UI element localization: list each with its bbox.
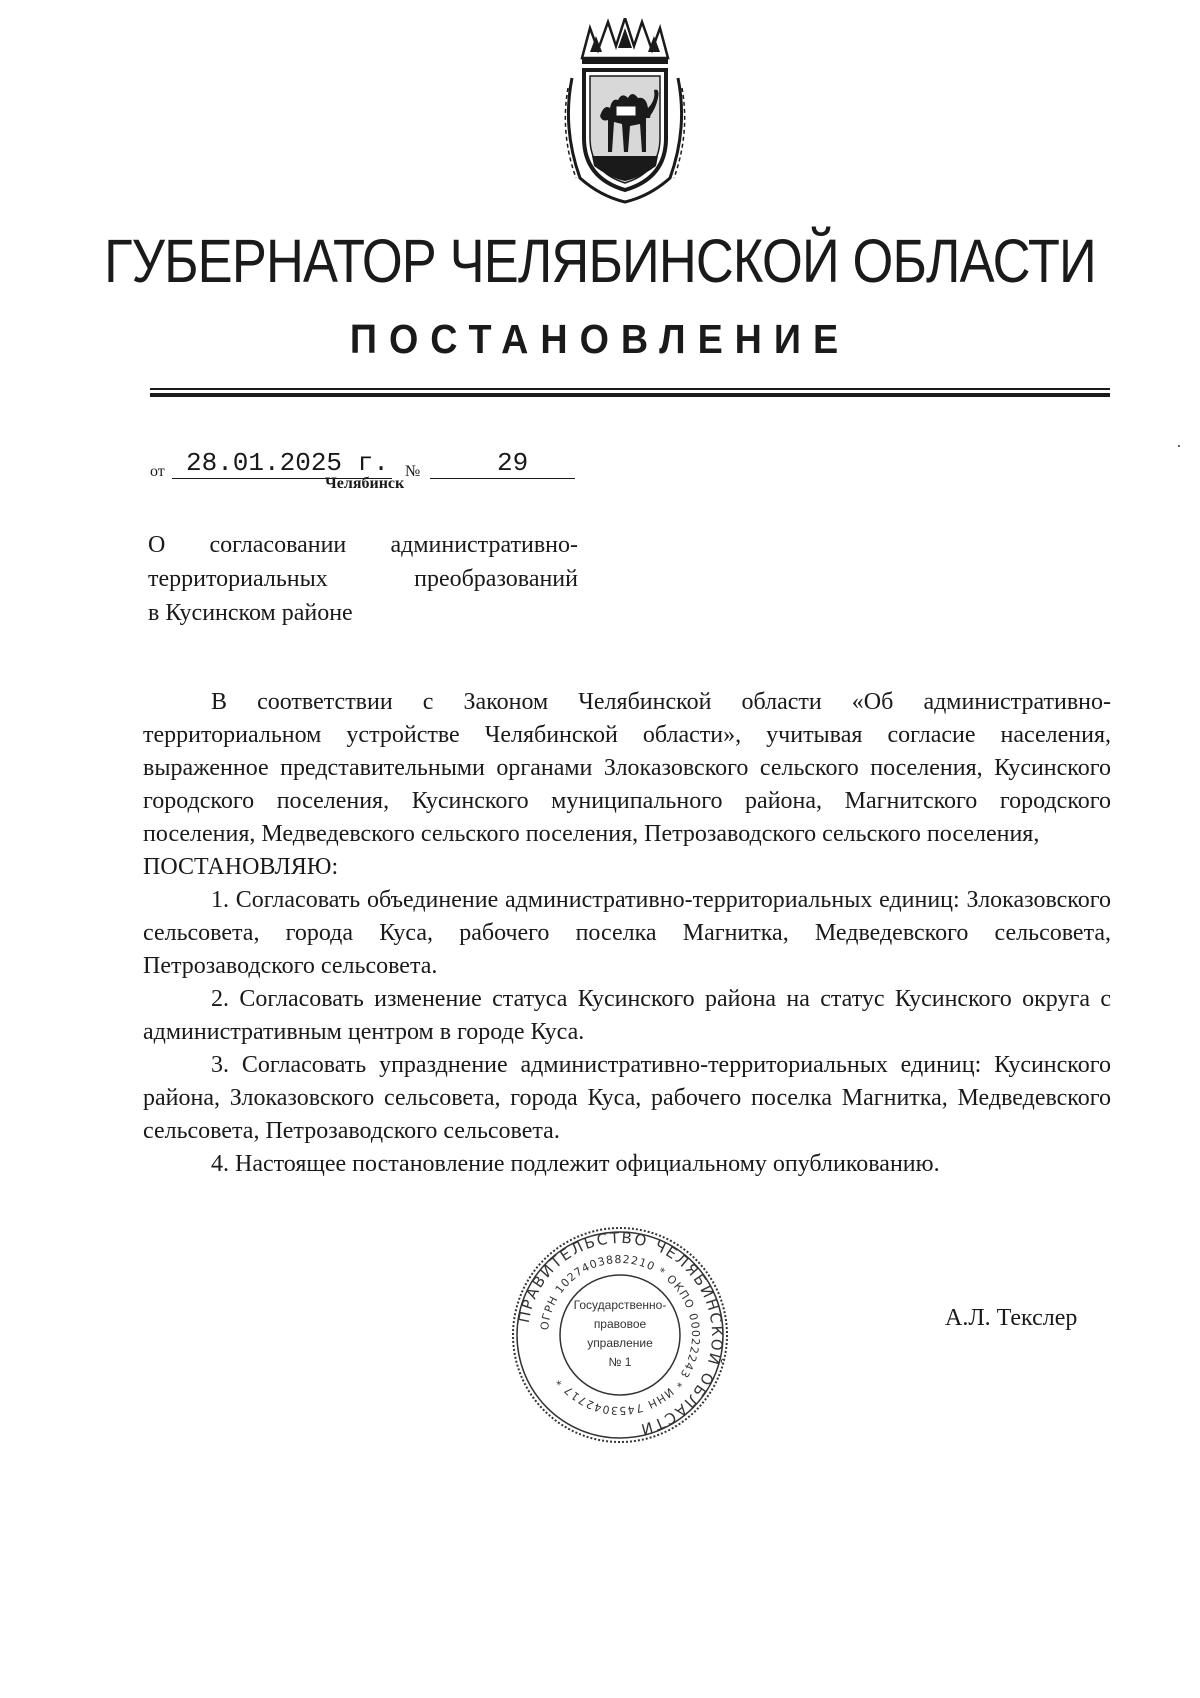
document-type: ПОСТАНОВЛЕНИЕ	[349, 316, 851, 362]
coat-of-arms-emblem	[560, 18, 690, 204]
seal-inner-text: ОГРН 1027403882210 * ОКПО 00022243 * ИНН 7453042717 *	[538, 1252, 703, 1418]
number-label: №	[405, 463, 421, 480]
seal-center-line: Государственно-	[573, 1298, 667, 1312]
header-rule-thin	[150, 388, 1110, 390]
seal-center-line: управление	[587, 1336, 653, 1350]
document-body	[143, 686, 1111, 1181]
subject-line: в Кусинском районе	[148, 600, 353, 626]
clause-paragraph: 1. Согласовать объединение административно-территориальных единиц: Злоказовского сельсовета, города Куса, рабочего поселка Магнитка, Медведевского сельсовета, Петрозаводского сельсовета.	[143, 887, 1111, 979]
official-seal-stamp	[510, 1225, 730, 1445]
header-rule-thick	[150, 393, 1110, 397]
date-prefix-label: от	[150, 463, 165, 480]
scan-speck	[1178, 445, 1180, 447]
clause-paragraph: 2. Согласовать изменение статуса Кусинского района на статус Кусинского округа с административным центром в городе Куса.	[143, 986, 1111, 1045]
signatory-name: А.Л. Текслер	[945, 1305, 1078, 1331]
seal-center-line: № 1	[608, 1355, 632, 1369]
document-city: Челябинск	[325, 475, 405, 492]
document-title: ГУБЕРНАТОР ЧЕЛЯБИНСКОЙ ОБЛАСТИ	[104, 227, 1096, 295]
number-underline	[430, 478, 575, 479]
subject-line: О согласовании административно-	[148, 532, 578, 558]
document-subject	[148, 528, 578, 630]
svg-text:ОГРН 1027403882210 * ОКПО 0002	[538, 1253, 702, 1417]
seal-outer-text: ПРАВИТЕЛЬСТВО ЧЕЛЯБИНСКОЙ ОБЛАСТИ	[514, 1228, 727, 1439]
clause-paragraph: 3. Согласовать упразднение административно-территориальных единиц: Кусинского района, Злоказовского сельсовета, города Куса, рабочего поселка Магнитка, Медведевского сельсовета, Петрозаводского сельсовета.	[143, 1052, 1111, 1144]
document-date: 28.01.2025 г.	[186, 448, 389, 478]
seal-center-line: правовое	[593, 1317, 647, 1331]
decree-word: ПОСТАНОВЛЯЮ:	[143, 854, 339, 880]
document-number: 29	[497, 448, 529, 478]
subject-line: территориальных преобразований	[148, 566, 578, 592]
preamble-paragraph: В соответствии с Законом Челябинской области «Об административно-территориальном устройстве Челябинской области», учитывая согласие населения, выраженное представительными органами Злоказовского сельского поселения, Кусинского городского поселения, Кусинского муниципального района, Магнитского городского поселения, Медведевского сельского поселения, Петрозаводского сельского поселения,	[143, 689, 1111, 847]
clause-paragraph: 4. Настоящее постановление подлежит официальному опубликованию.	[211, 1151, 940, 1177]
